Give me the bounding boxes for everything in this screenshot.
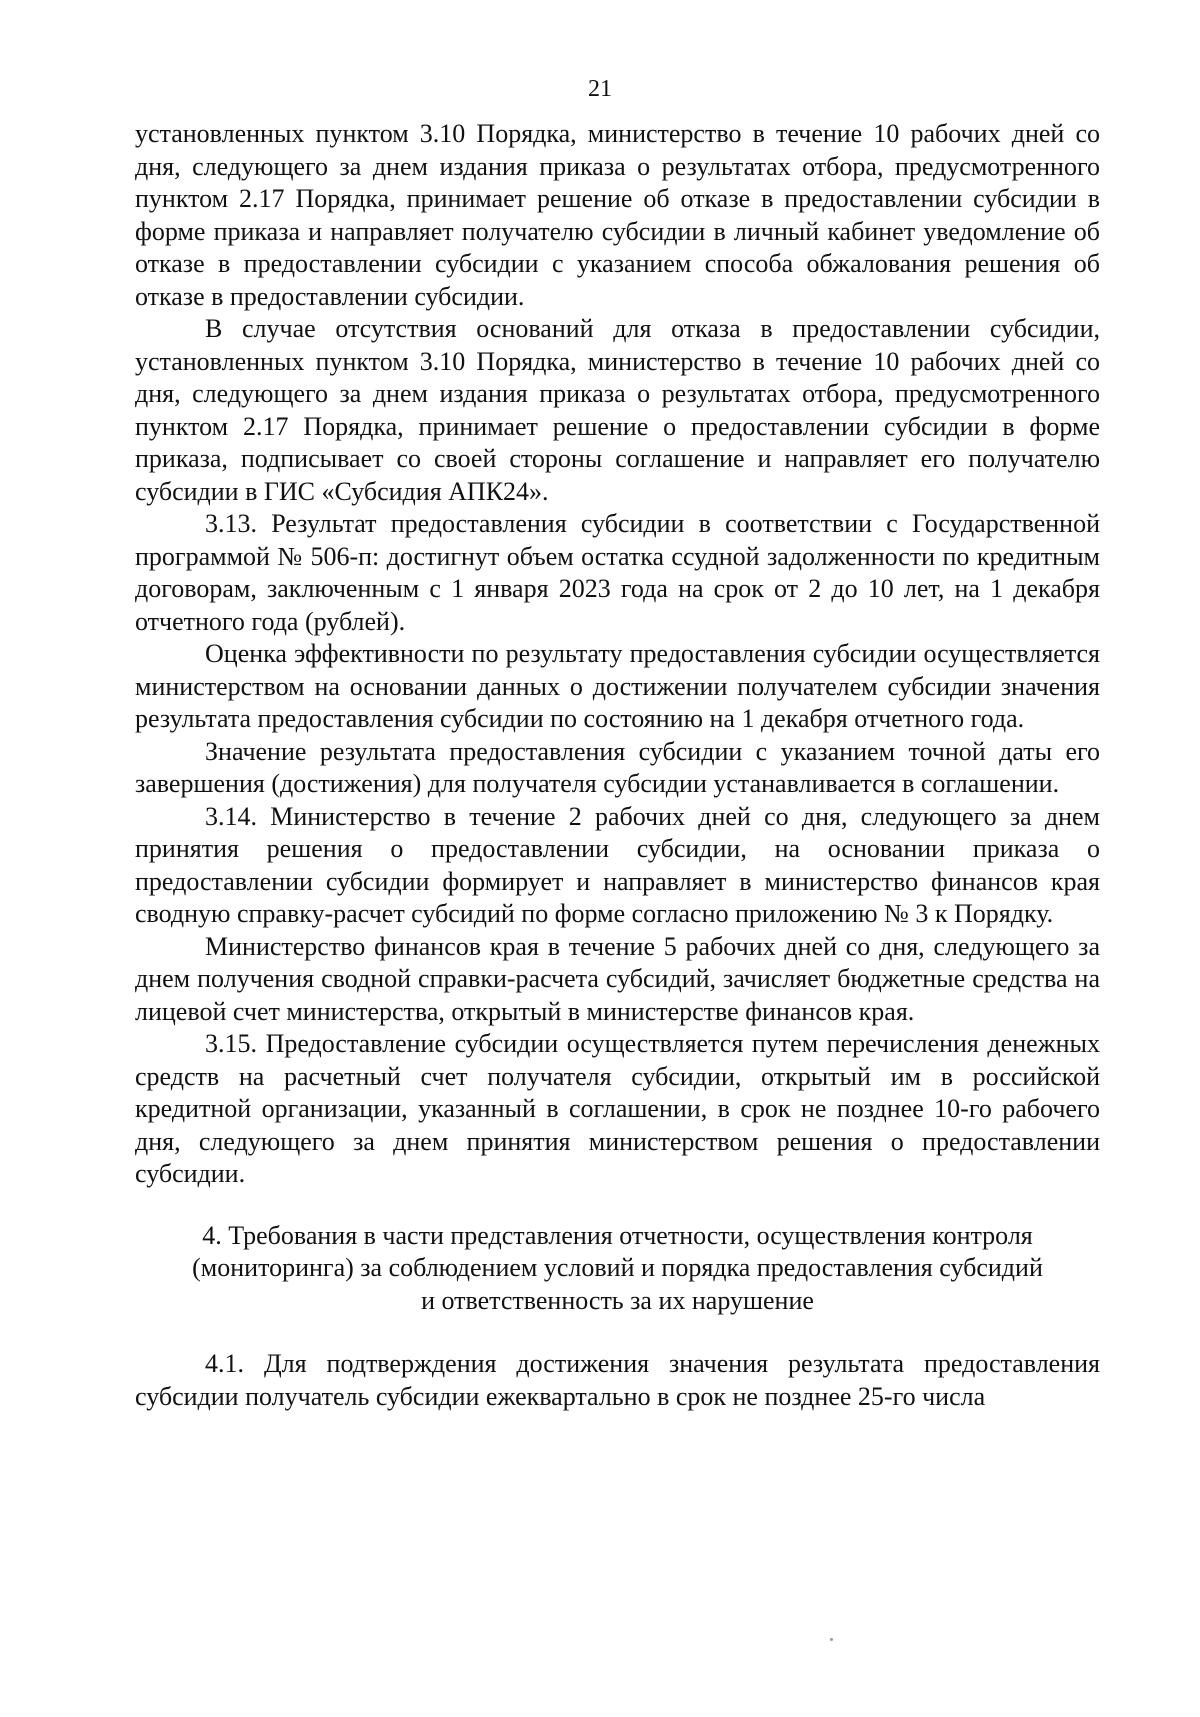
- paragraph: Значение результата предоставления субсидии с указанием точной даты его завершения (достижения) для получателя субсидии устанавливается в соглашении.: [135, 736, 1100, 798]
- paragraph-3-14: 3.14. Министерство в течение 2 рабочих дней со дня, следующего за днем принятия решения о предоставлении субсидии, на основании приказа о предоставлении субсидии формирует и направляет в министерство финансов края сводную справку-расчет субсидий по форме согласно приложению № 3 к Порядку.: [135, 801, 1100, 928]
- paragraph: Оценка эффективности по результату предоставления субсидии осуществляется министерством на основании данных о достижении получателем субсидии значения результата предоставления субсидии по состоянию на 1 декабря отчетного года.: [135, 639, 1100, 733]
- paragraph-continuation: установленных пунктом 3.10 Порядка, министерство в течение 10 рабочих дней со дня, следующего за днем издания приказа о результатах отбора, предусмотренного пунктом 2.17 Порядка, принимает решение об отказе в предоставлении субсидии в форме приказа и направляет получателю субсидии в личный кабинет уведомление об отказе в предоставлении субсидии с указанием способа обжалования решения об отказе в предоставлении субсидии.: [135, 119, 1100, 311]
- paragraph: В случае отсутствия оснований для отказа в предоставлении субсидии, установленных пунктом 3.10 Порядка, министерство в течение 10 рабочих дней со дня, следующего за днем издания приказа о результатах отбора, предусмотренного пунктом 2.17 Порядка, принимает решение о предоставлении субсидии в форме приказа, подписывает со своей стороны соглашение и направляет его получателю субсидии в ГИС «Субсидия АПК24».: [135, 314, 1100, 506]
- page-number: 21: [588, 76, 612, 102]
- paragraph: Министерство финансов края в течение 5 рабочих дней со дня, следующего за днем получения сводной справки-расчета субсидий, зачисляет бюджетные средства на лицевой счет министерства, открытый в министерстве финансов края.: [135, 931, 1100, 1026]
- paragraph-3-13: 3.13. Результат предоставления субсидии в соответствии с Государственной программой № 506-п: достигнут объем остатка ссудной задолженности по кредитным договорам, заключенным с 1 января 2023 года на срок от 2 до 10 лет, на 1 декабря отчетного года (рублей).: [135, 509, 1100, 636]
- document-body: [135, 118, 1100, 1413]
- paragraph-3-15: 3.15. Предоставление субсидии осуществляется путем перечисления денежных средств на расчетный счет получателя субсидии, открытый им в российской кредитной организации, указанный в соглашении, в срок не позднее 10-го рабочего дня, следующего за днем принятия министерством решения о предоставлении субсидии.: [135, 1029, 1100, 1188]
- scan-speck: [830, 1638, 833, 1641]
- paragraph-4-1: 4.1. Для подтверждения достижения значения результата предоставления субсидии получатель субсидии ежеквартально в срок не позднее 25-го числа: [135, 1349, 1100, 1411]
- section-heading: 4. Требования в части представления отчетности, осуществления контроля (мониторинга) за соблюдением условий и порядка предоставления субсидий и ответственность за их нарушение: [192, 1220, 1043, 1315]
